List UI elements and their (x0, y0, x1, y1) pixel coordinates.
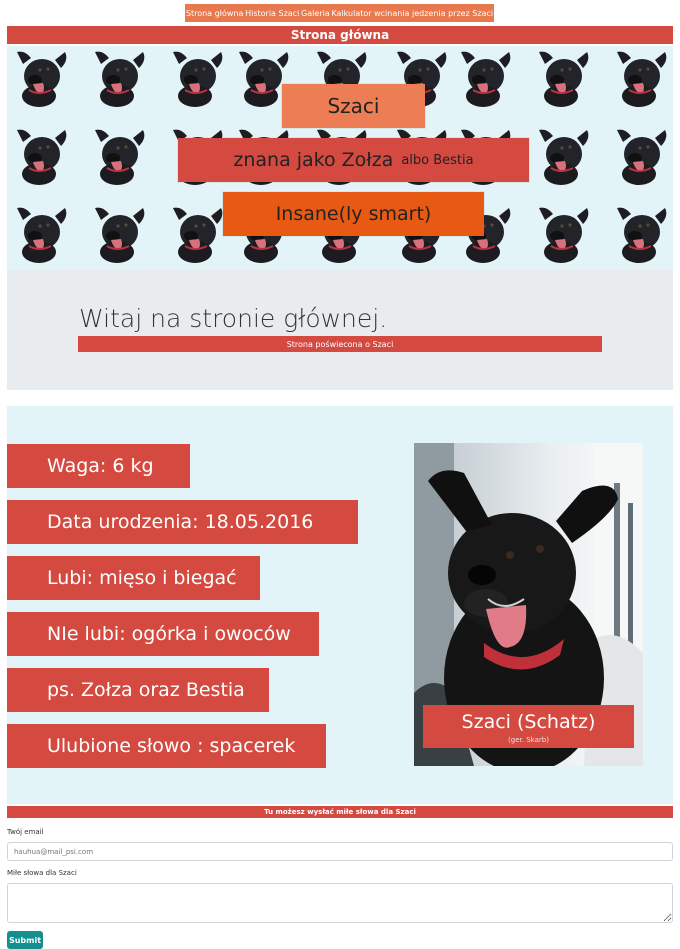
info-item-birthdate: Data urodzenia: 18.05.2016 (7, 500, 358, 544)
hero-name-box (282, 84, 425, 128)
top-nav (185, 4, 494, 22)
message-field[interactable] (7, 883, 673, 923)
email-field[interactable] (7, 842, 673, 861)
dog-pattern-icon (93, 50, 147, 108)
hero-alias-small: albo Bestia (401, 152, 474, 168)
info-item-favorite-word: Ulubione słowo : spacerek (7, 724, 326, 768)
welcome-section (7, 270, 673, 390)
info-item-weight: Waga: 6 kg (7, 444, 190, 488)
info-item-dislikes: NIe lubi: ogórka i owoców (7, 612, 319, 656)
dog-pattern-icon (459, 50, 513, 108)
hero-alias-main: znana jako Zołza (233, 149, 394, 171)
welcome-title: Witaj na stronie głównej. (79, 304, 388, 333)
dog-pattern-icon (15, 206, 69, 264)
form-heading: Tu możesz wysłać miłe słowa dla Szaci (7, 806, 673, 818)
dog-pattern-icon (537, 206, 591, 264)
welcome-subtitle: Strona poświecona o Szaci (78, 336, 602, 352)
dog-pattern-icon (15, 128, 69, 186)
dog-pattern-icon (93, 206, 147, 264)
dog-pattern-icon (171, 206, 225, 264)
hero-motto: Insane(ly smart) (275, 203, 432, 225)
submit-button[interactable]: Submit (7, 931, 43, 949)
photo-caption-title: Szaci (Schatz) (461, 711, 596, 733)
hero-motto-box (223, 192, 484, 236)
dog-pattern-icon (615, 50, 669, 108)
nav-item-food-calculator[interactable]: Kalkulator wcinania jedzenia przez Szaci (331, 8, 494, 18)
page-title: Strona główna (7, 26, 673, 44)
dog-pattern-icon (93, 128, 147, 186)
info-item-nicknames: ps. Zołza oraz Bestia (7, 668, 269, 712)
dog-pattern-icon (15, 50, 69, 108)
photo-caption-subtitle: (ger. Skarb) (508, 736, 549, 744)
info-item-likes: Lubi: mięso i biegać (7, 556, 260, 600)
nav-item-home[interactable]: Strona główna (185, 8, 244, 18)
dog-pattern-icon (615, 128, 669, 186)
email-label: Twój email (7, 828, 44, 836)
hero-name: Szaci (327, 94, 380, 118)
message-label: Miłe słowa dla Szaci (7, 869, 77, 877)
dog-pattern-icon (537, 128, 591, 186)
nav-item-gallery[interactable]: Galeria (301, 8, 330, 18)
dog-photo (414, 443, 643, 766)
info-section (7, 406, 673, 804)
photo-caption (423, 705, 634, 748)
dog-pattern-icon (171, 50, 225, 108)
nav-item-history[interactable]: Historia Szaci (245, 8, 300, 18)
hero-alias-box (178, 138, 529, 182)
dog-pattern-icon (615, 206, 669, 264)
dog-pattern-icon (537, 50, 591, 108)
